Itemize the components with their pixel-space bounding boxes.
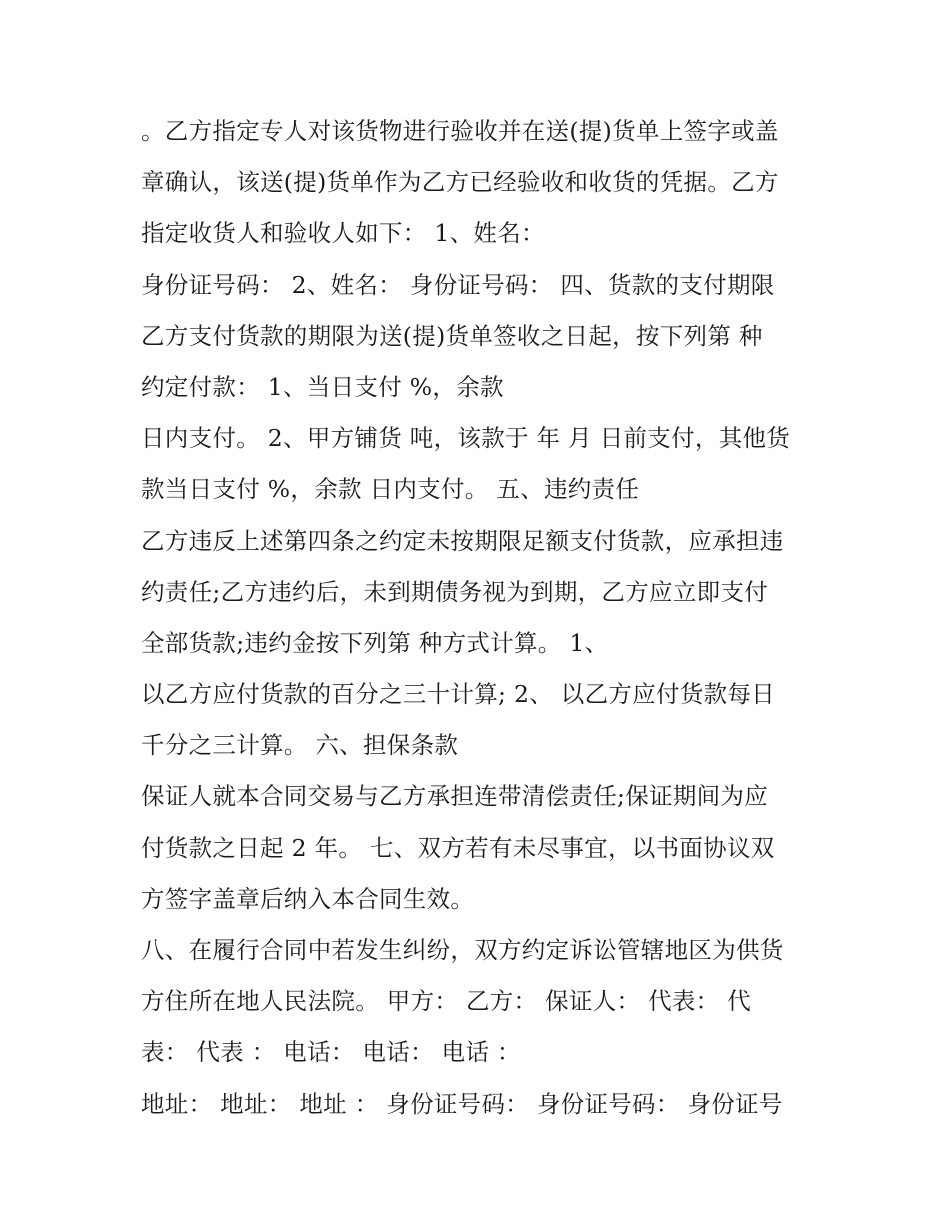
text-line: 以乙方应付货款的百分之三十计算; 2、 以乙方应付货款每日 [141,680,776,709]
text-line: 地址： 地址： 地址 ： 身份证号码： 身份证号码： 身份证号 [141,1089,783,1118]
text-line: 保证人就本合同交易与乙方承担连带清偿责任;保证期间为应 [141,782,769,811]
text-line: 款当日支付 %，余款 日内支付。 五、违约责任 [141,475,640,504]
text-line: 表： 代表 ： 电话： 电话： 电话 ： [141,1038,521,1067]
text-line: 方住所在地人民法院。 甲方： 乙方： 保证人： 代表： 代 [141,987,752,1016]
text-line: 乙方违反上述第四条之约定未按期限足额支付货款，应承担违 [141,526,784,555]
text-line: 约定付款： 1、当日支付 %，余款 [141,372,504,401]
contract-text-body [141,106,841,1130]
text-line: 全部货款;违约金按下列第 种方式计算。 1、 [141,628,609,657]
text-line: 日内支付。 2、甲方铺货 吨，该款于 年 月 日前支付，其他货 [141,424,791,453]
text-line: 身份证号码： 2、姓名： 身份证号码： 四、货款的支付期限 [141,270,775,299]
text-line: 章确认，该送(提)货单作为乙方已经验收和收货的凭据。乙方 [141,168,779,197]
text-line: 方签字盖章后纳入本合同生效。 [141,884,475,913]
text-line: 指定收货人和验收人如下： 1、姓名： [141,219,545,248]
text-line: 千分之三计算。 六、担保条款 [141,731,459,760]
text-line: 。乙方指定专人对该货物进行验收并在送(提)货单上签字或盖 [141,117,779,145]
text-line: 八、在履行合同中若发生纠纷，双方约定诉讼管辖地区为供货 [141,936,784,964]
text-line: 乙方支付货款的期限为送(提)货单签收之日起，按下列第 种 [141,321,763,350]
text-line: 约责任;乙方违约后，未到期债务视为到期，乙方应立即支付 [141,577,769,606]
text-line: 付货款之日起 2 年。 七、双方若有未尽事宜，以书面协议双 [141,833,775,862]
